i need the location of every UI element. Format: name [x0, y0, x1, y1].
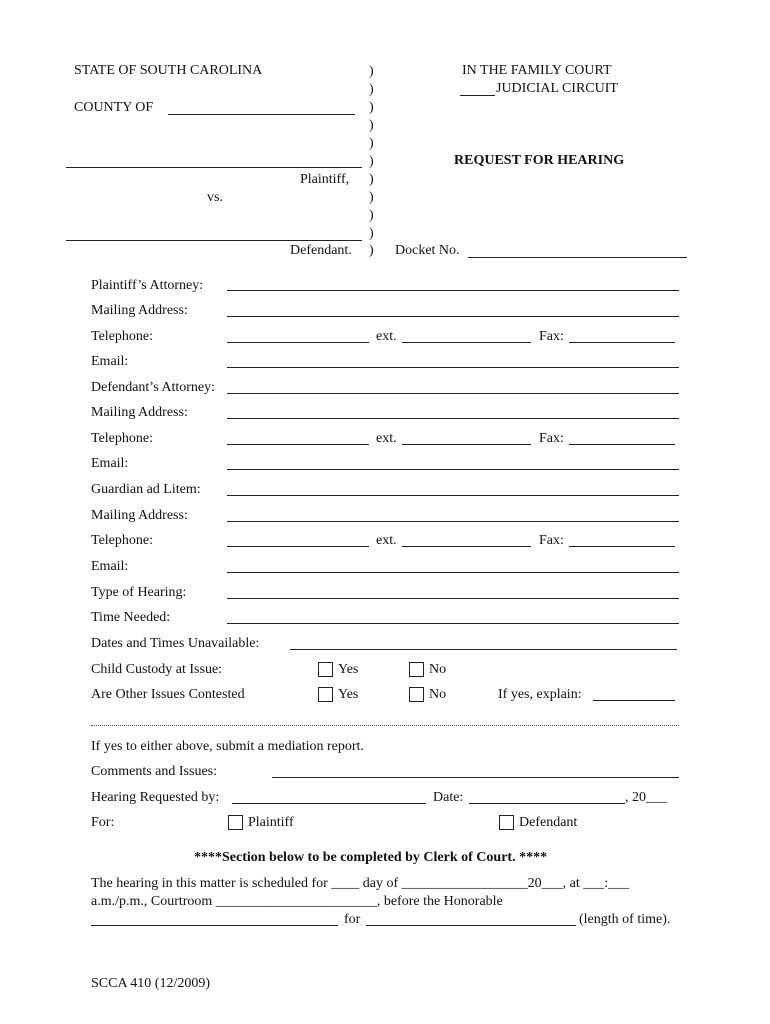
- date-label: Date:: [433, 790, 464, 805]
- other-issues-label: Are Other Issues Contested: [91, 687, 245, 702]
- year-label: , 20___: [625, 790, 667, 805]
- child-custody-label: Child Custody at Issue:: [91, 662, 223, 677]
- paren: ): [369, 118, 374, 133]
- type-of-hearing-field[interactable]: [227, 598, 679, 599]
- paren: ): [369, 190, 374, 205]
- for-defendant-checkbox[interactable]: [499, 815, 514, 830]
- defendant-ext-label: ext.: [376, 431, 397, 446]
- for-plaintiff-label: Plaintiff: [248, 815, 294, 830]
- defendant-ext-field[interactable]: [402, 444, 531, 445]
- guardian-telephone-field[interactable]: [227, 546, 369, 547]
- plaintiff-telephone-label: Telephone:: [91, 329, 153, 344]
- mediation-note: If yes to either above, submit a mediation report.: [91, 739, 364, 754]
- guardian-label: Guardian ad Litem:: [91, 482, 201, 497]
- vs-label: vs.: [207, 190, 223, 205]
- clerk-for-label: for: [344, 912, 361, 927]
- paren: ): [369, 208, 374, 223]
- plaintiff-email-label: Email:: [91, 354, 129, 369]
- defendant-telephone-label: Telephone:: [91, 431, 153, 446]
- if-yes-explain-field[interactable]: [593, 700, 675, 701]
- hearing-requested-by-field[interactable]: [232, 803, 426, 804]
- plaintiff-ext-field[interactable]: [402, 342, 531, 343]
- defendant-attorney-field[interactable]: [227, 393, 679, 394]
- other-issues-yes-label: Yes: [338, 687, 359, 702]
- defendant-mailing-label: Mailing Address:: [91, 405, 188, 420]
- hearing-requested-by-label: Hearing Requested by:: [91, 790, 220, 805]
- county-field[interactable]: [168, 114, 355, 115]
- paren: ): [369, 100, 374, 115]
- paren: ): [369, 64, 374, 79]
- guardian-email-field[interactable]: [227, 572, 679, 573]
- paren: ): [369, 226, 374, 241]
- paren: ): [369, 154, 374, 169]
- plaintiff-mailing-label: Mailing Address:: [91, 303, 188, 318]
- defendant-fax-label: Fax:: [539, 431, 564, 446]
- child-custody-no-checkbox[interactable]: [409, 662, 424, 677]
- child-custody-yes-label: Yes: [338, 662, 359, 677]
- county-label: COUNTY OF: [74, 100, 154, 115]
- type-of-hearing-label: Type of Hearing:: [91, 585, 187, 600]
- paren: ): [369, 136, 374, 151]
- for-defendant-label: Defendant: [519, 815, 578, 830]
- court-label: IN THE FAMILY COURT: [462, 63, 612, 78]
- guardian-email-label: Email:: [91, 559, 129, 574]
- for-plaintiff-checkbox[interactable]: [228, 815, 243, 830]
- clerk-schedule-line-1: The hearing in this matter is scheduled for ____ day of __________________20___, at ___:___: [91, 876, 630, 891]
- form-title: REQUEST FOR HEARING: [454, 153, 625, 168]
- defendant-caption-label: Defendant.: [290, 243, 352, 258]
- plaintiff-attorney-label: Plaintiff’s Attorney:: [91, 278, 204, 293]
- guardian-field[interactable]: [227, 495, 679, 496]
- state-label: STATE OF SOUTH CAROLINA: [74, 63, 263, 78]
- dates-unavailable-label: Dates and Times Unavailable:: [91, 636, 260, 651]
- length-of-time-field[interactable]: [366, 925, 576, 926]
- plaintiff-attorney-field[interactable]: [227, 290, 679, 291]
- defendant-name-field[interactable]: [66, 240, 362, 241]
- guardian-telephone-label: Telephone:: [91, 533, 153, 548]
- defendant-attorney-label: Defendant’s Attorney:: [91, 380, 216, 395]
- dates-unavailable-field[interactable]: [290, 649, 677, 650]
- defendant-fax-field[interactable]: [569, 444, 675, 445]
- comments-label: Comments and Issues:: [91, 764, 217, 779]
- other-issues-no-label: No: [429, 687, 447, 702]
- guardian-fax-label: Fax:: [539, 533, 564, 548]
- defendant-telephone-field[interactable]: [227, 444, 369, 445]
- paren: ): [369, 243, 374, 258]
- length-of-time-label: (length of time).: [579, 912, 671, 927]
- other-issues-no-checkbox[interactable]: [409, 687, 424, 702]
- plaintiff-ext-label: ext.: [376, 329, 397, 344]
- defendant-email-field[interactable]: [227, 469, 679, 470]
- plaintiff-fax-field[interactable]: [569, 342, 675, 343]
- defendant-email-label: Email:: [91, 456, 129, 471]
- plaintiff-email-field[interactable]: [227, 367, 679, 368]
- paren: ): [369, 82, 374, 97]
- guardian-ext-field[interactable]: [402, 546, 531, 547]
- plaintiff-caption-label: Plaintiff,: [300, 172, 350, 187]
- time-needed-field[interactable]: [227, 623, 679, 624]
- docket-label: Docket No.: [395, 243, 460, 258]
- guardian-fax-field[interactable]: [569, 546, 675, 547]
- child-custody-no-label: No: [429, 662, 447, 677]
- for-label: For:: [91, 815, 115, 830]
- comments-field[interactable]: [272, 777, 679, 778]
- clerk-schedule-line-2: a.m./p.m., Courtroom _______________________, before the Honorable: [91, 894, 503, 909]
- guardian-mailing-field[interactable]: [227, 521, 679, 522]
- form-number: SCCA 410 (12/2009): [91, 976, 211, 991]
- docket-field[interactable]: [468, 257, 687, 258]
- plaintiff-fax-label: Fax:: [539, 329, 564, 344]
- if-yes-explain-label: If yes, explain:: [498, 687, 582, 702]
- guardian-mailing-label: Mailing Address:: [91, 508, 188, 523]
- paren: ): [369, 172, 374, 187]
- explain-continuation-field[interactable]: [91, 725, 679, 726]
- other-issues-yes-checkbox[interactable]: [318, 687, 333, 702]
- time-needed-label: Time Needed:: [91, 610, 171, 625]
- date-field[interactable]: [469, 803, 625, 804]
- judge-name-field[interactable]: [91, 925, 338, 926]
- guardian-ext-label: ext.: [376, 533, 397, 548]
- clerk-section-heading: ****Section below to be completed by Clerk of Court. ****: [194, 850, 548, 865]
- plaintiff-telephone-field[interactable]: [227, 342, 369, 343]
- plaintiff-name-field[interactable]: [66, 167, 362, 168]
- plaintiff-mailing-field[interactable]: [227, 316, 679, 317]
- circuit-label: JUDICIAL CIRCUIT: [496, 81, 618, 96]
- circuit-field[interactable]: [460, 95, 495, 96]
- defendant-mailing-field[interactable]: [227, 418, 679, 419]
- child-custody-yes-checkbox[interactable]: [318, 662, 333, 677]
